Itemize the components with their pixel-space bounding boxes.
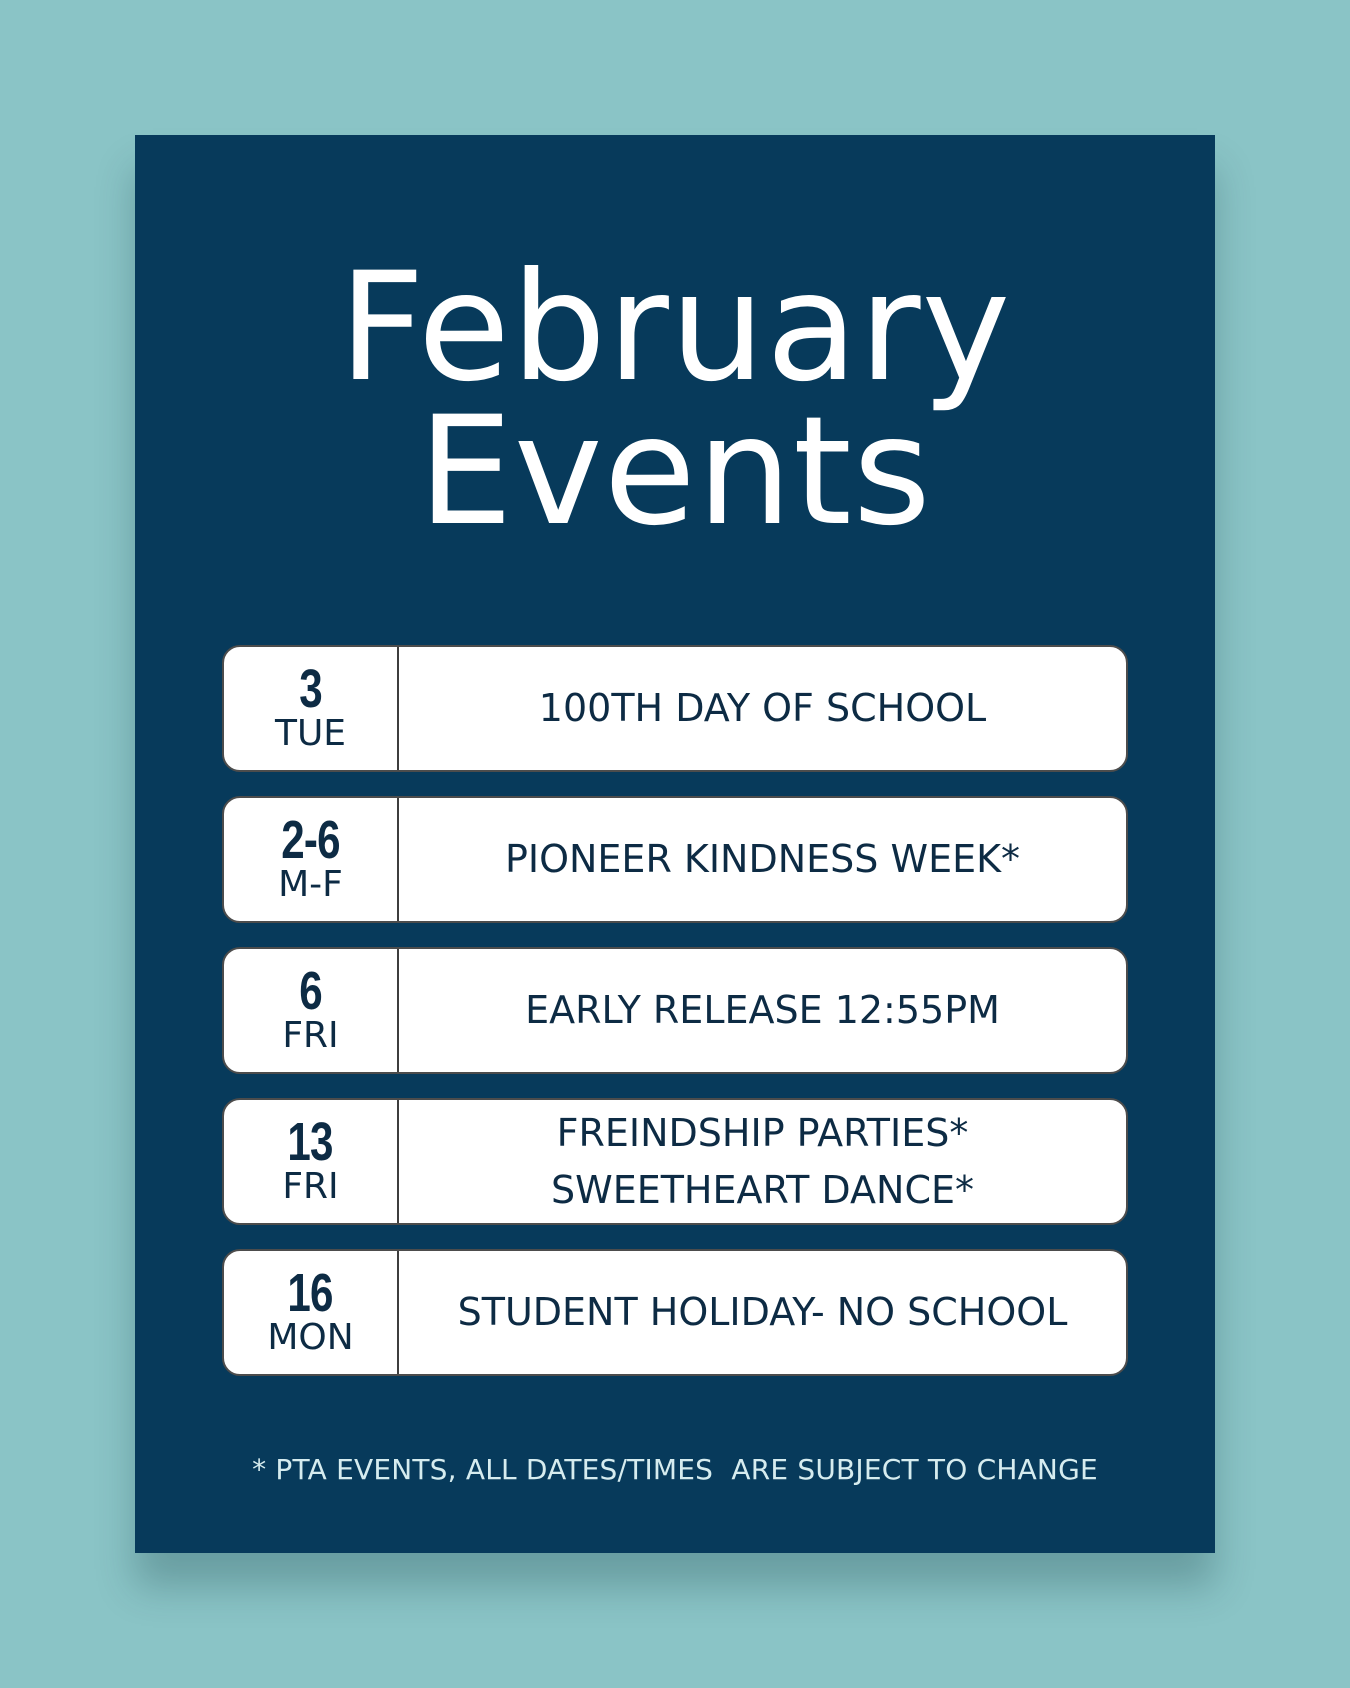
- event-description-line: EARLY RELEASE 12:55PM: [525, 988, 1000, 1032]
- event-date: [224, 647, 399, 770]
- event-date-day: FRI: [282, 1014, 339, 1056]
- event-date-day: FRI: [282, 1165, 339, 1207]
- event-date: [224, 1251, 399, 1374]
- event-date-number: 2-6: [281, 810, 340, 871]
- event-description: [399, 1100, 1126, 1223]
- event-date-number: 16: [287, 1263, 334, 1324]
- event-date: [224, 1100, 399, 1223]
- event-date-number: 3: [299, 659, 322, 720]
- event-description: [399, 1251, 1126, 1374]
- event-description: [399, 949, 1126, 1072]
- event-row: [222, 796, 1128, 923]
- poster-title-line-1: February: [338, 241, 1012, 415]
- footnote: * PTA EVENTS, ALL DATES/TIMES ARE SUBJECT TO CHANGE: [252, 1453, 1098, 1486]
- event-row: [222, 1098, 1128, 1225]
- event-date-number: 6: [299, 961, 322, 1022]
- events-poster: [135, 135, 1215, 1553]
- events-list: [222, 645, 1128, 1400]
- event-description-line: STUDENT HOLIDAY- NO SCHOOL: [457, 1290, 1068, 1334]
- event-date: [224, 798, 399, 921]
- event-description-line: 100TH DAY OF SCHOOL: [538, 686, 987, 730]
- event-date-number: 13: [287, 1112, 334, 1173]
- event-date: [224, 949, 399, 1072]
- event-date-day: MON: [267, 1316, 354, 1358]
- event-description: [399, 647, 1126, 770]
- event-description: [399, 798, 1126, 921]
- event-description-line: PIONEER KINDNESS WEEK*: [504, 837, 1021, 881]
- event-row: [222, 1249, 1128, 1376]
- event-description-line: FREINDSHIP PARTIES*: [556, 1110, 969, 1155]
- event-row: [222, 645, 1128, 772]
- event-date-day: M-F: [278, 863, 343, 905]
- poster-title-line-2: Events: [418, 385, 932, 559]
- event-row: [222, 947, 1128, 1074]
- event-description-line: SWEETHEART DANCE*: [551, 1167, 974, 1212]
- event-date-day: TUE: [274, 712, 347, 754]
